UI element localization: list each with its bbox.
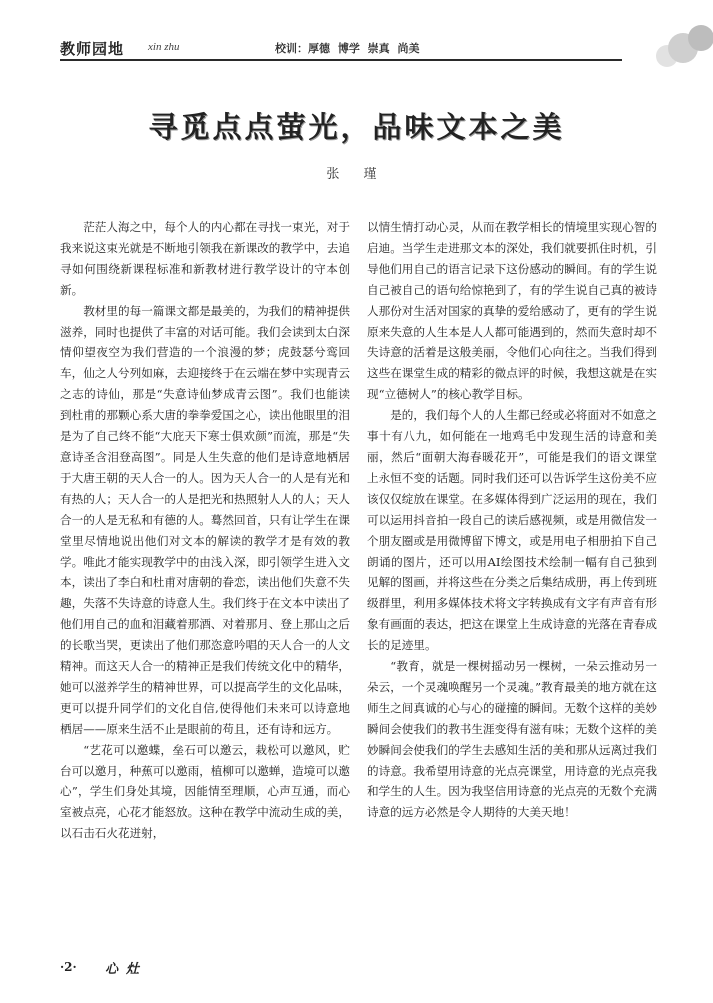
- magazine-logo: 心灶: [105, 962, 148, 977]
- paragraph: 以情生情打动心灵，从而在教学相长的情境里实现心智的启迪。当学生走进那文本的深处，我们就要抓住时机，引导他们用自己的语言记录下这份感动的瞬间。有的学生说自己被自己的语句给惊艳到了，有的学生说自己真的被诗人那份对生活对国家的真挚的爱给感动了，更有的学生说原来失意的人生本是人人都可能遇到的，然而失意时却不失诗意的活着是这般美丽，令他们心向往之。当我们得到这些在课堂生成的精彩的微点评的时候，我想这就是在实现“立德树人”的核心教学目标。: [367, 220, 657, 402]
- page-footer: [60, 958, 660, 982]
- school-motto: 校训：厚德 博学 崇真 尚美: [275, 42, 420, 55]
- paragraph: “教育，就是一棵树摇动另一棵树，一朵云推动另一朵云，一个灵魂唤醒另一个灵魂。”教育最美的地方就在这师生之间真诚的心与心的碰撞的瞬间。无数个这样的美妙瞬间会使我们的教书生涯变得有滋有味；无数个这样的美妙瞬间会使我们的学生去感知生活的美和那从远离过我们的诗意。我希望用诗意的光点亮课堂，用诗意的光点亮我和学生的人生。因为我坚信用诗意的光点亮的无数个充满诗意的远方必然是令人期待的大美天地！: [367, 659, 657, 820]
- article-title: 寻觅点点萤光，品味文本之美: [148, 110, 565, 144]
- paragraph: 是的，我们每个人的人生都已经或必将面对不如意之事十有八九，如何能在一地鸡毛中发现生活的诗意和美丽，然后“面朝大海春暖花开”，可能是我们的语文课堂上永恒不变的话题。同时我们还可以告诉学生这份美不应该仅仅绽放在课堂。在多媒体得到广泛运用的现在，我们可以运用抖音拍一段自己的读后感视频，或是用微信发一个朋友圈或是用微博留下博文，或是用电子相册拍下自己朗诵的图片，还可以用AI绘图技术绘制一幅有自己独到见解的图画，并将这些在分类之后集结成册，再上传到班级群里，利用多媒体技术将文字转换成有文字有声音有形象有画面的表达，把这在课堂上生成诗意的光落在青春成长的足迹里。: [367, 408, 657, 653]
- paragraph: 茫茫人海之中，每个人的内心都在寻找一束光，对于我来说这束光就是不断地引领我在新课改的教学中，去追寻如何围绕新课程标准和新教材进行教学设计的守本创新。: [60, 220, 350, 297]
- article-author: 张 瑾: [326, 167, 387, 182]
- paragraph: 教材里的每一篇课文都是最美的，为我们的精神提供滋养，同时也提供了丰富的对话可能。我们会读到太白深情仰望夜空为我们营造的一个浪漫的梦；虎鼓瑟兮鸾回车，仙之人兮列如麻，去迎接终于在云端在梦中实现青云之志的诗仙，那是“失意诗仙梦成青云图”。我们也能读到杜甫的那颗心系大唐的拳拳爱国之心，读出他眼里的泪是为了自己终不能“大庇天下寒士俱欢颜”而流，那是“失意诗圣含泪登高图”。同是人生失意的他们是诗意地栖居于大唐王朝的天人合一的人。因为天人合一的人是有光和有热的人；天人合一的人是把光和热照射人人的人；天人合一的人是无私和有德的人。蓦然回首，只有让学生在课堂里尽情地说出他们对文本的解读的教学才是有效的教学。唯此才能实现教学中的由浅入深，即引领学生进入文本，读出了李白和杜甫对唐朝的眷恋，读出他们失意不失趣，失落不失诗意的诗意人生。我们终于在文本中读出了他们用自己的血和泪藏着那酒、对着那月、登上那山之后的长歌当哭，更读出了他们那恣意吟唱的天人合一的人文精神。而这天人合一的精神正是我们传统文化中的精华，她可以滋养学生的精神世界，可以提高学生的文化品味，更可以提升同学们的文化自信,使得他们未来可以诗意地栖居——原来生活不止是眼前的苟且，还有诗和远方。: [60, 303, 350, 736]
- decorative-circles: [615, 20, 713, 80]
- body-column-left: [60, 217, 350, 844]
- column-pinyin: xin zhu: [148, 41, 180, 53]
- paragraph: “艺花可以邀蝶，垒石可以邀云，栽松可以邀风，贮台可以邀月，种蕉可以邀雨，植柳可以邀蝉，造境可以邀心”，学生们身处其境，因能情至理顺，心声互通，而心室被点亮，心花才能怒放。这种在教学中流动生成的美，以石击石火花迸射，: [60, 742, 350, 841]
- page-number: ·2·: [60, 960, 77, 974]
- body-column-right: [367, 217, 657, 823]
- column-name: 教师园地: [60, 40, 125, 58]
- header-rule: [60, 59, 622, 61]
- page-header: [60, 38, 660, 64]
